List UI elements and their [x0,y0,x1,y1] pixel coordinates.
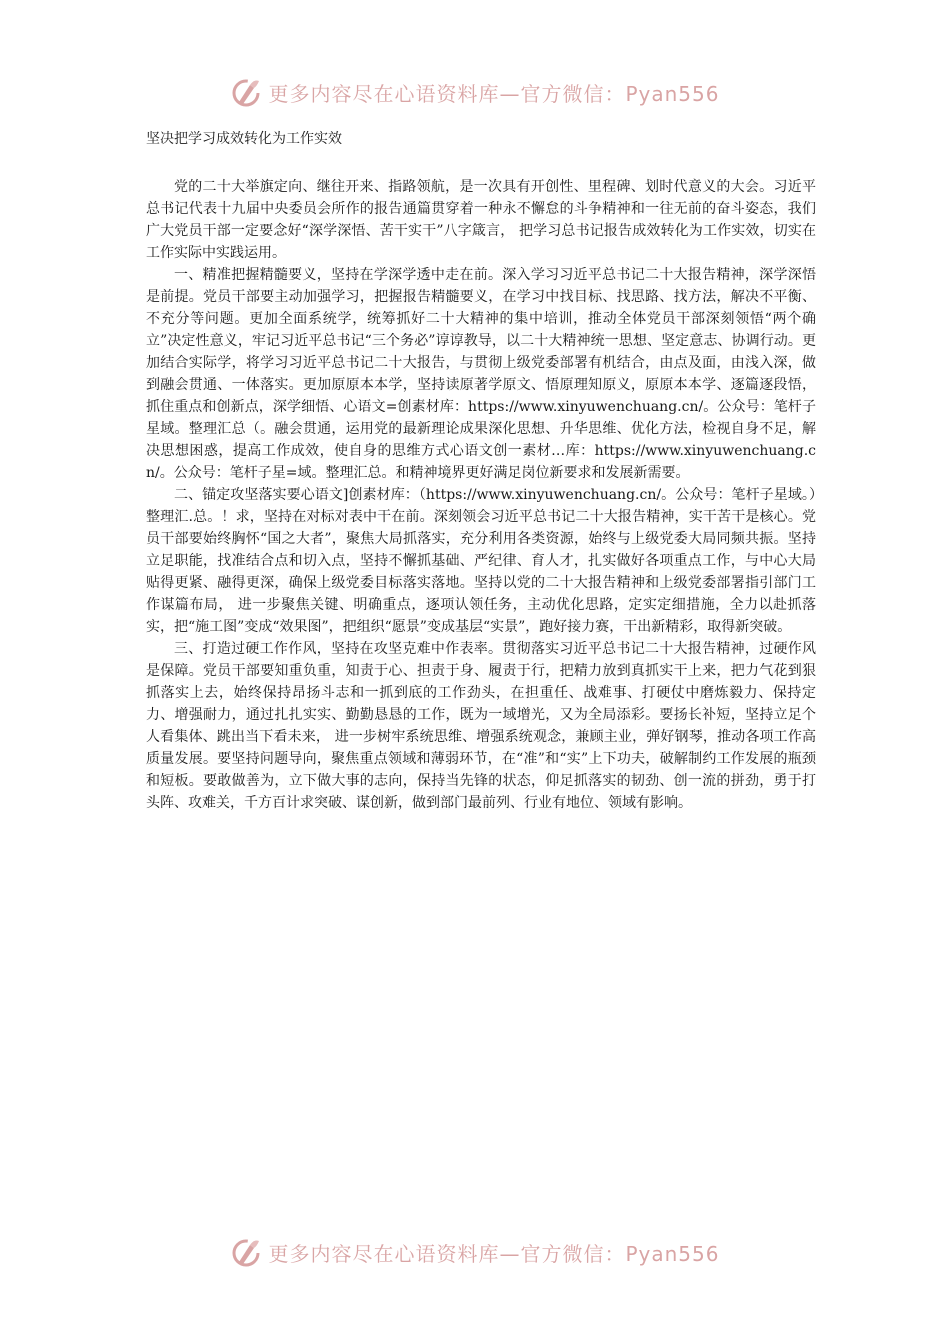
paragraph-section-two: 二、锚定攻坚落实要心语文]创素材库：（https://www.xinyuwenchuang.cn/。公众号：笔杆子星域。）整理汇.总。！求，坚持在对标对表中干在前。深刻领会习近平总书记二十大报告精神，实干苦干是核心。党员干部要始终胸怀“国之大者”，聚焦大局抓落实，充分利用各类资源，始终与上级党委大局同频共振。坚持立足职能，找准结合点和切入点，坚持不懈抓基础、严纪律、育人才，扎实做好各项重点工作，与中心大局贴得更紧、融得更深，确保上级党委目标落实落地。坚持以党的二十大报告精神和上级党委部署指引部门工作谋篇布局， 进一步聚焦关键、明确重点，逐项认领任务，主动优化思路，定实定细措施，全力以赴抓落实，把“施工图”变成“效果图”，把组织“愿景”变成基层“实景”，跑好接力赛，干出新精彩，取得新突破。 [146,487,816,635]
header-watermark-text: 更多内容尽在心语资料库—官方微信：Pyan556 [268,81,720,106]
brush-logo-icon [230,75,264,109]
header-watermark [0,72,950,112]
paragraph-intro: 党的二十大举旗定向、继往开来、指路领航，是一次具有开创性、里程碑、划时代意义的大会。习近平总书记代表十九届中央委员会所作的报告通篇贯穿着一种永不懈怠的斗争精神和一往无前的奋斗姿态，我们广大党员干部一定要念好“深学深悟、苦干实干”八字箴言， 把学习总书记报告成效转化为工作实效，切实在工作实际中实践运用。 [146,179,816,261]
footer-watermark-text: 更多内容尽在心语资料库—官方微信：Pyan556 [268,1241,720,1266]
paragraph-section-one: 一、精准把握精髓要义，坚持在学深学透中走在前。深入学习习近平总书记二十大报告精神，深学深悟是前提。党员干部要主动加强学习，把握报告精髓要义，在学习中找目标、找思路、找方法，解决不平衡、不充分等问题。更加全面系统学，统筹抓好二十大精神的集中培训，推动全体党员干部深刻领悟“两个确立”决定性意义，牢记习近平总书记“三个务必”谆谆教导，以二十大精神统一思想、坚定意志、协调行动。更加结合实际学，将学习习近平总书记二十大报告，与贯彻上级党委部署有机结合，由点及面，由浅入深，做到融会贯通、一体落实。更加原原本本学，坚持读原著学原文、悟原理知原义，原原本本学、逐篇逐段悟，抓住重点和创新点，深学细悟、心语文=创素材库：https://www.xinyuwenchuang.cn/。公众号：笔杆子星域。整理汇总（。融会贯通，运用党的最新理论成果深化思想、升华思维、优化方法，检视自身不足，解决思想困惑，提高工作成效，使自身的思维方式心语文创一素材…库：https://www.xinyuwenchuang.cn/。公众号：笔杆子星=域。整理汇总。和精神境界更好满足岗位新要求和发展新需要。 [146,267,816,481]
document-body [146,128,816,814]
footer-watermark [0,1232,950,1272]
brush-logo-icon [230,1235,264,1269]
paragraph-section-three: 三、打造过硬工作作风，坚持在攻坚克难中作表率。贯彻落实习近平总书记二十大报告精神，过硬作风是保障。党员干部要知重负重，知责于心、担责于身、履责于行，把精力放到真抓实干上来，把力气花到狠抓落实上去，始终保持昂扬斗志和一抓到底的工作劲头，在担重任、战难事、打硬仗中磨炼毅力、保持定力、增强耐力，通过扎扎实实、勤勤恳恳的工作，既为一域增光，又为全局添彩。要扬长补短，坚持立足个人看集体、跳出当下看未来， 进一步树牢系统思维、增强系统观念，兼顾主业，弹好钢琴，推动各项工作高质量发展。要坚持问题导向，聚焦重点领域和薄弱环节，在“准”和“实”上下功夫，破解制约工作发展的瓶颈和短板。要敢做善为，立下做大事的志向，保持当先锋的状态，仰足抓落实的韧劲、创一流的拼劲，勇于打头阵、攻难关，千方百计求突破、谋创新，做到部门最前列、行业有地位、领域有影响。 [146,641,816,811]
document-title: 坚决把学习成效转化为工作实效 [146,131,342,147]
